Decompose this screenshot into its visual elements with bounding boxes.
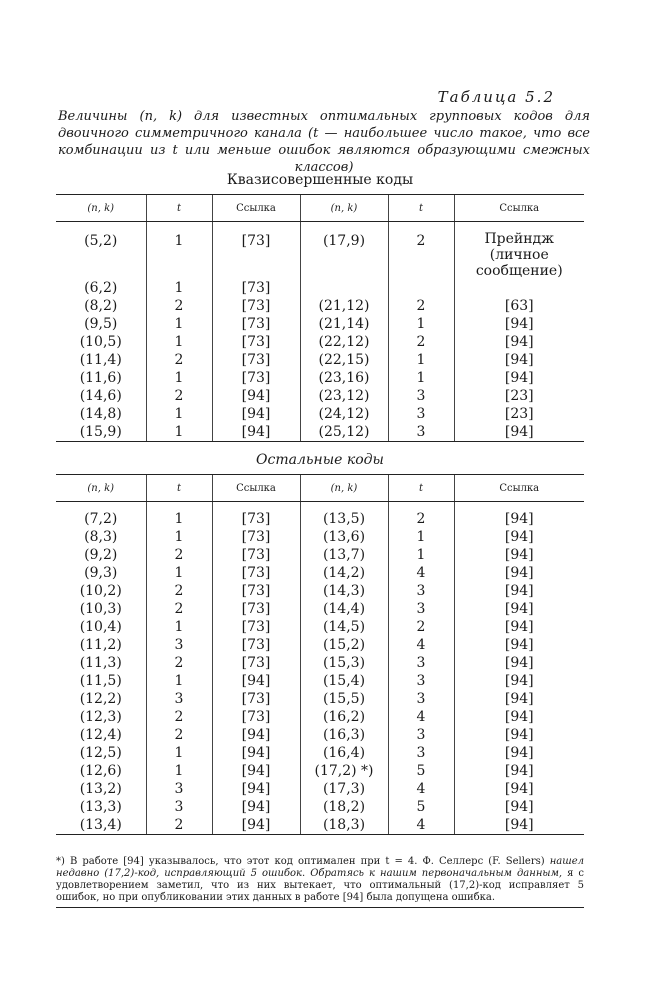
cell-nk: (17,2) *)	[300, 762, 388, 780]
table-row	[56, 369, 584, 387]
cell-t: 1	[146, 279, 212, 297]
cell-nk: (13,2)	[79, 781, 122, 797]
cell-nk: (11,3)	[79, 655, 122, 671]
cell-nk: (21,12)	[300, 297, 388, 315]
cell-nk: (12,5)	[79, 745, 122, 761]
cell-ref: [73]	[212, 528, 300, 546]
header-t: t	[388, 195, 454, 222]
cell-t: 3	[388, 582, 454, 600]
cell-ref: [94]	[454, 564, 584, 582]
cell-t: 2	[146, 600, 212, 618]
cell-nk: (15,5)	[300, 690, 388, 708]
table-label: Таблица 5.2	[437, 88, 555, 106]
cell-t: 2	[388, 618, 454, 636]
cell-t: 2	[146, 297, 212, 315]
cell-ref: [73]	[212, 230, 300, 279]
table-row	[56, 546, 584, 564]
cell-t: 1	[146, 423, 212, 442]
cell-nk: (23,12)	[300, 387, 388, 405]
cell-ref: [94]	[454, 423, 584, 442]
cell-ref: [73]	[212, 333, 300, 351]
table-row	[56, 564, 584, 582]
table-row	[56, 528, 584, 546]
quasiperfect-codes-table	[56, 194, 584, 442]
cell-nk: (5,2)	[84, 233, 118, 249]
cell-t: 5	[388, 762, 454, 780]
cell-ref: [94]	[454, 798, 584, 816]
cell-nk: (18,3)	[300, 816, 388, 835]
cell-t: 1	[388, 546, 454, 564]
cell-t: 4	[388, 564, 454, 582]
table-row	[56, 672, 584, 690]
cell-nk: (14,5)	[300, 618, 388, 636]
cell-t: 1	[388, 351, 454, 369]
cell-ref: [94]	[454, 690, 584, 708]
header-nk: (n, k)	[56, 475, 146, 502]
cell-ref: [94]	[454, 600, 584, 618]
cell-ref: [94]	[454, 333, 584, 351]
cell-nk: (11,6)	[79, 370, 122, 386]
cell-ref: [23]	[454, 387, 584, 405]
header-nk: (n, k)	[300, 195, 388, 222]
header-t: t	[388, 475, 454, 502]
cell-ref: [73]	[212, 315, 300, 333]
cell-ref: [63]	[454, 297, 584, 315]
table-row	[56, 618, 584, 636]
cell-t: 1	[146, 762, 212, 780]
cell-ref: [23]	[454, 405, 584, 423]
cell-ref: [94]	[454, 546, 584, 564]
cell-ref: [73]	[212, 564, 300, 582]
cell-nk: (10,5)	[79, 334, 122, 350]
cell-ref: [94]	[454, 618, 584, 636]
table-row	[56, 654, 584, 672]
table-row	[56, 315, 584, 333]
cell-t: 3	[388, 654, 454, 672]
cell-nk: (13,5)	[300, 510, 388, 528]
cell-ref: [94]	[454, 762, 584, 780]
table-row	[56, 333, 584, 351]
cell-nk: (12,4)	[79, 727, 122, 743]
cell-nk: (12,3)	[79, 709, 122, 725]
cell-t: 4	[388, 636, 454, 654]
cell-t: 1	[146, 369, 212, 387]
cell-t: 1	[146, 672, 212, 690]
table-row	[56, 744, 584, 762]
cell-ref: [73]	[212, 690, 300, 708]
spacer-row	[56, 502, 584, 511]
cell-t: 1	[146, 744, 212, 762]
cell-t: 2	[146, 351, 212, 369]
cell-nk: (23,16)	[300, 369, 388, 387]
cell-t: 2	[146, 582, 212, 600]
table-row	[56, 690, 584, 708]
cell-ref: [94]	[212, 816, 300, 835]
footnote-text: я с удовлетворением заметил, что из них вытекает, что оптимальный (17,2)-код исправляет 5 ошибок, но при опубликовании этих данных в работе [94] была допущена ошибка.	[56, 868, 585, 903]
section-title-other: Остальные коды	[256, 452, 384, 468]
cell-nk: (15,4)	[300, 672, 388, 690]
cell-nk: (10,4)	[79, 619, 122, 635]
table-row	[56, 636, 584, 654]
cell-nk: (12,6)	[79, 763, 122, 779]
cell-nk: (13,3)	[79, 799, 122, 815]
cell-ref: [94]	[212, 672, 300, 690]
cell-ref: [73]	[212, 654, 300, 672]
cell-ref: [94]	[454, 744, 584, 762]
cell-nk: (11,2)	[79, 637, 122, 653]
cell-t: 2	[146, 708, 212, 726]
spacer-row	[56, 222, 584, 231]
cell-nk: (16,3)	[300, 726, 388, 744]
cell-ref: [94]	[454, 672, 584, 690]
cell-t: 2	[388, 333, 454, 351]
cell-ref: [94]	[212, 387, 300, 405]
cell-t: 3	[146, 780, 212, 798]
cell-t: 3	[146, 798, 212, 816]
cell-ref: [73]	[212, 297, 300, 315]
cell-t: 3	[146, 636, 212, 654]
cell-ref: [94]	[212, 780, 300, 798]
cell-nk: (16,2)	[300, 708, 388, 726]
cell-nk: (12,2)	[79, 691, 122, 707]
cell-nk: (14,6)	[79, 388, 122, 404]
cell-ref: [73]	[212, 618, 300, 636]
cell-t: 3	[388, 690, 454, 708]
table-body	[56, 222, 584, 442]
cell-ref: [94]	[454, 780, 584, 798]
cell-nk: (25,12)	[300, 423, 388, 442]
table-header-row	[56, 195, 584, 222]
cell-nk: (18,2)	[300, 798, 388, 816]
table-row	[56, 780, 584, 798]
cell-t: 4	[388, 816, 454, 835]
cell-t: 1	[388, 528, 454, 546]
cell-nk: (17,9)	[300, 230, 388, 279]
cell-ref: [73]	[212, 369, 300, 387]
cell-nk: (13,6)	[300, 528, 388, 546]
header-t: t	[146, 195, 212, 222]
table-row	[56, 279, 584, 297]
table-row	[56, 423, 584, 442]
table-header-row	[56, 475, 584, 502]
header-ref: Ссылка	[212, 475, 300, 502]
table-row	[56, 230, 584, 279]
table-row	[56, 708, 584, 726]
cell-ref: [94]	[454, 582, 584, 600]
table-body	[56, 502, 584, 835]
cell-ref: [94]	[454, 708, 584, 726]
footnote-text: *) В работе [94] указывалось, что этот код оптимален при t = 4. Ф. Селлерс (F. Sellers)	[56, 856, 550, 867]
cell-ref: [94]	[212, 726, 300, 744]
cell-t: 3	[146, 690, 212, 708]
cell-nk: (16,4)	[300, 744, 388, 762]
cell-ref: [73]	[212, 600, 300, 618]
table-row	[56, 600, 584, 618]
cell-t: 4	[388, 780, 454, 798]
cell-t: 3	[388, 744, 454, 762]
cell-ref: [73]	[212, 546, 300, 564]
cell-t: 1	[146, 510, 212, 528]
cell-nk: (9,2)	[84, 547, 118, 563]
cell-t: 1	[388, 315, 454, 333]
header-ref: Ссылка	[454, 475, 584, 502]
cell-nk	[300, 279, 388, 297]
cell-nk: (22,15)	[300, 351, 388, 369]
table-row	[56, 387, 584, 405]
cell-t	[388, 279, 454, 297]
table-caption: Величины (n, k) для известных оптимальных групповых кодов для двоичного симметричного канала (t — наибольшее число такое, что все комбинации из t или меньше ошибок являются образующими смежных классов)	[58, 109, 590, 175]
header-ref: Ссылка	[212, 195, 300, 222]
cell-ref: [94]	[454, 369, 584, 387]
cell-ref: [94]	[454, 528, 584, 546]
cell-t: 3	[388, 405, 454, 423]
cell-nk: (14,3)	[300, 582, 388, 600]
header-t: t	[146, 475, 212, 502]
cell-t: 3	[388, 600, 454, 618]
cell-ref: [94]	[212, 762, 300, 780]
cell-nk: (14,8)	[79, 406, 122, 422]
cell-t: 2	[146, 816, 212, 835]
cell-ref: [94]	[454, 726, 584, 744]
cell-nk: (21,14)	[300, 315, 388, 333]
table-row	[56, 816, 584, 835]
table-row	[56, 582, 584, 600]
cell-t: 2	[388, 297, 454, 315]
cell-ref: [73]	[212, 582, 300, 600]
cell-nk: (9,3)	[84, 565, 118, 581]
cell-t: 3	[388, 726, 454, 744]
table-row	[56, 405, 584, 423]
cell-nk: (9,5)	[84, 316, 118, 332]
cell-t: 1	[146, 618, 212, 636]
table-row	[56, 351, 584, 369]
cell-ref: [94]	[454, 654, 584, 672]
cell-ref: [73]	[212, 279, 300, 297]
other-codes-table	[56, 474, 584, 835]
table-row	[56, 762, 584, 780]
cell-nk: (24,12)	[300, 405, 388, 423]
cell-nk: (17,3)	[300, 780, 388, 798]
cell-t: 2	[388, 510, 454, 528]
cell-nk: (11,4)	[79, 352, 122, 368]
cell-ref: [94]	[212, 744, 300, 762]
cell-nk: (15,9)	[56, 423, 146, 442]
cell-nk: (15,3)	[300, 654, 388, 672]
cell-t: 1	[146, 230, 212, 279]
cell-nk: (11,5)	[79, 673, 122, 689]
cell-ref: [73]	[212, 351, 300, 369]
cell-t: 3	[388, 423, 454, 442]
cell-nk: (22,12)	[300, 333, 388, 351]
cell-nk: (8,3)	[84, 529, 118, 545]
cell-t: 1	[146, 528, 212, 546]
table-row	[56, 297, 584, 315]
cell-ref: [94]	[454, 315, 584, 333]
table-row	[56, 510, 584, 528]
cell-ref: [94]	[212, 798, 300, 816]
cell-t: 2	[146, 654, 212, 672]
cell-ref: [94]	[454, 816, 584, 835]
footnote-text: нашел недавно (17,2)-код, исправляющий 5 ошибок. Обратясь к нашим первоначальным данным,	[56, 856, 584, 879]
cell-t: 2	[146, 726, 212, 744]
cell-ref: [73]	[212, 510, 300, 528]
cell-nk: (14,2)	[300, 564, 388, 582]
table-row	[56, 726, 584, 744]
cell-nk: (13,4)	[56, 816, 146, 835]
header-nk: (n, k)	[56, 195, 146, 222]
cell-t: 1	[146, 333, 212, 351]
cell-ref: [94]	[212, 405, 300, 423]
cell-t: 5	[388, 798, 454, 816]
cell-t: 2	[146, 546, 212, 564]
cell-t: 1	[146, 315, 212, 333]
cell-nk: (10,2)	[79, 583, 122, 599]
cell-nk: (13,7)	[300, 546, 388, 564]
header-nk: (n, k)	[300, 475, 388, 502]
cell-ref: [94]	[454, 510, 584, 528]
cell-t: 1	[146, 564, 212, 582]
cell-t: 3	[388, 672, 454, 690]
cell-ref: Прейндж (личное сообщение)	[454, 230, 584, 279]
cell-t: 1	[146, 405, 212, 423]
footnote-rule	[56, 907, 584, 908]
cell-t: 4	[388, 708, 454, 726]
cell-nk: (7,2)	[84, 511, 118, 527]
cell-ref: [73]	[212, 636, 300, 654]
cell-nk: (6,2)	[84, 280, 118, 296]
header-ref: Ссылка	[454, 195, 584, 222]
cell-ref	[454, 279, 584, 297]
cell-ref: [94]	[212, 423, 300, 442]
cell-nk: (10,3)	[79, 601, 122, 617]
cell-nk: (15,2)	[300, 636, 388, 654]
cell-t: 3	[388, 387, 454, 405]
cell-t: 2	[146, 387, 212, 405]
section-title-quasiperfect: Квазисовершенные коды	[226, 172, 414, 188]
cell-t: 1	[388, 369, 454, 387]
cell-nk: (14,4)	[300, 600, 388, 618]
footnote	[56, 856, 584, 904]
table-row	[56, 798, 584, 816]
cell-nk: (8,2)	[84, 298, 118, 314]
cell-ref: [94]	[454, 351, 584, 369]
cell-ref: [73]	[212, 708, 300, 726]
cell-ref: [94]	[454, 636, 584, 654]
cell-t: 2	[388, 230, 454, 279]
